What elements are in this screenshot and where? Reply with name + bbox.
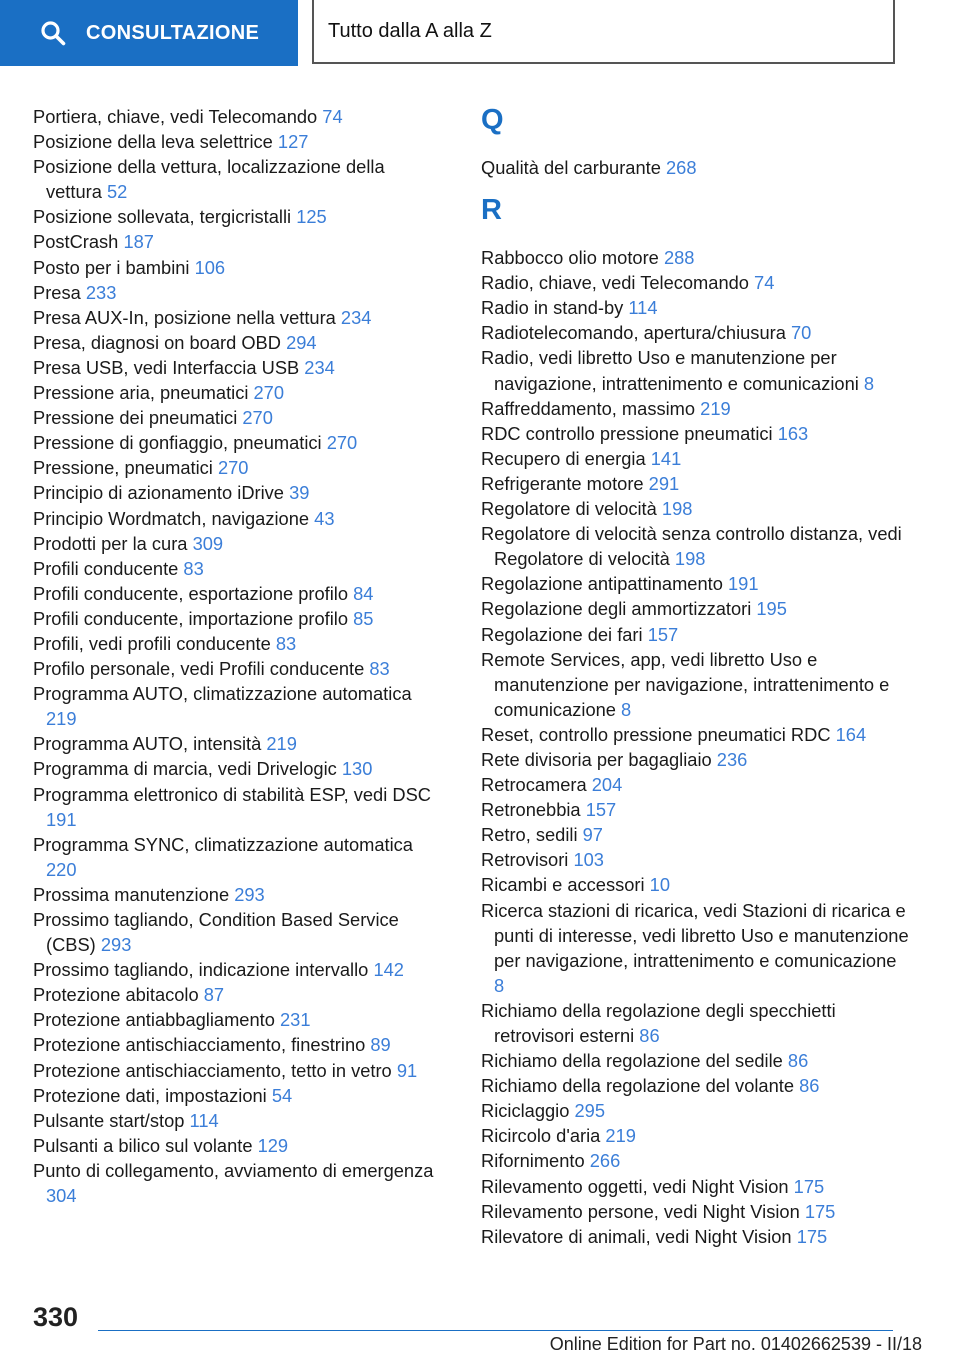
index-entry-page-link[interactable]: 127: [277, 131, 309, 153]
index-entry: [481, 772, 911, 797]
index-entry-text: Programma AUTO, intensità: [33, 733, 262, 755]
index-entry: [33, 204, 443, 229]
index-entry: [33, 506, 443, 531]
index-entry-page-link[interactable]: 114: [628, 297, 658, 319]
index-entry-page-link[interactable]: 103: [573, 849, 604, 871]
index-entry-page-link[interactable]: 10: [649, 874, 671, 896]
index-entry-page-link[interactable]: 130: [341, 758, 373, 780]
index-entry-page-link[interactable]: 157: [585, 799, 617, 821]
index-entry: [33, 1133, 443, 1158]
index-entry-page-link[interactable]: 83: [275, 632, 297, 654]
index-entry-page-link[interactable]: 97: [582, 824, 603, 846]
index-entry-text: Regolazione degli ammortizzatori: [481, 598, 752, 620]
index-entry-page-link[interactable]: 85: [353, 607, 374, 629]
index-entry: [33, 782, 443, 832]
index-entry-page-link[interactable]: 52: [106, 181, 128, 203]
index-entry-page-link[interactable]: 191: [46, 808, 77, 830]
index-entry: [481, 270, 911, 295]
index-entry-page-link[interactable]: 142: [373, 959, 404, 981]
index-entry-text: Rilevamento persone, vedi Night Vision: [481, 1200, 800, 1222]
index-entry-text: Presa, diagnosi on board OBD: [33, 331, 281, 353]
index-entry-page-link[interactable]: 114: [189, 1109, 219, 1131]
index-entry-text: Programma SYNC, climatizzazione automatica: [33, 833, 413, 855]
index-entry: [481, 822, 911, 847]
index-entry: [33, 531, 443, 556]
index-entry: [481, 155, 911, 180]
index-entry: [481, 647, 911, 722]
index-entry-page-link[interactable]: 219: [605, 1125, 636, 1147]
index-entry-text: Profili conducente, importazione profilo: [33, 607, 349, 629]
index-entry-page-link[interactable]: 288: [663, 247, 695, 269]
index-entry: [33, 1083, 443, 1108]
index-entry-text: PostCrash: [33, 231, 119, 253]
index-entry-page-link[interactable]: 268: [665, 157, 697, 178]
edition-note: Online Edition for Part no. 01402662539 - II/18: [549, 1334, 922, 1354]
index-entry-text: Richiamo della regolazione del volante: [481, 1075, 795, 1097]
index-entry: [481, 1199, 911, 1224]
index-entry-text: Posto per i bambini: [33, 256, 190, 278]
index-entry: [33, 681, 443, 731]
index-entry-text: Prossima manutenzione: [33, 883, 230, 905]
page-number: 330: [33, 1302, 79, 1332]
index-entry: [33, 405, 443, 430]
index-entry: [33, 255, 443, 280]
index-entry: [481, 747, 911, 772]
index-entry-page-link[interactable]: 270: [217, 457, 249, 479]
index-entry-text: Posizione della vettura, localizzazione della vettura: [33, 156, 385, 203]
index-entry: [33, 832, 443, 882]
index-entry: [481, 521, 911, 571]
index-entry-text: Pulsante start/stop: [33, 1109, 185, 1131]
index-entry-page-link[interactable]: 270: [326, 432, 358, 454]
index-entry-page-link[interactable]: 175: [793, 1175, 825, 1197]
index-entry-text: Prodotti per la cura: [33, 532, 188, 554]
index-entry-text: Pressione di gonfiaggio, pneumatici: [33, 432, 322, 454]
index-entry-text: Presa AUX-In, posizione nella vettura: [33, 306, 336, 328]
index-entry-text: Principio di azionamento iDrive: [33, 482, 284, 504]
index-entry-text: Presa USB, vedi Interfaccia USB: [33, 356, 300, 378]
index-entry-page-link[interactable]: 204: [591, 774, 623, 796]
index-entry: [481, 471, 911, 496]
index-entry-text: Rete divisoria per bagagliaio: [481, 748, 712, 770]
index-entry: [33, 380, 443, 405]
index-entry-page-link[interactable]: 187: [123, 231, 154, 253]
index-entry-text: Retro, sedili: [481, 824, 578, 846]
index-entry-text: Regolazione antipattinamento: [481, 573, 723, 595]
index-entry: [481, 245, 911, 270]
index-entry-text: Rilevamento oggetti, vedi Night Vision: [481, 1175, 789, 1197]
consultazione-tab-label: CONSULTAZIONE: [86, 21, 260, 44]
index-entry-text: Programma AUTO, climatizzazione automatica: [33, 683, 412, 705]
index-entry-text: Remote Services, app, vedi libretto Uso e manutenzione per navigazione, intrattenimento e comunicazione: [481, 648, 890, 720]
footer-divider: [98, 1330, 893, 1331]
index-entry: [481, 571, 911, 596]
index-entry-text: Pressione, pneumatici: [33, 457, 213, 479]
index-entry-page-link[interactable]: 220: [46, 858, 77, 880]
index-entry-text: Retrovisori: [481, 849, 569, 871]
index-entry: [33, 330, 443, 355]
index-entry: [33, 756, 443, 781]
index-entry: [481, 797, 911, 822]
index-entry: [481, 1123, 911, 1148]
index-entry: [481, 722, 911, 747]
index-entry-page-link[interactable]: 219: [46, 708, 77, 730]
index-entry-page-link[interactable]: 234: [304, 356, 335, 378]
index-entry: [481, 1048, 911, 1073]
index-entry-page-link[interactable]: 231: [279, 1009, 311, 1031]
index-entry-text: Regolatore di velocità: [481, 498, 657, 520]
index-entry-text: Rabbocco olio motore: [481, 247, 659, 269]
index-entry: [33, 355, 443, 380]
index-entry: [481, 596, 911, 621]
index-entry-text: Prossimo tagliando, Condition Based Service (CBS): [33, 909, 399, 956]
index-entry-text: Pressione aria, pneumatici: [33, 382, 249, 404]
index-entry-page-link[interactable]: 74: [322, 106, 343, 127]
index-entry-text: Portiera, chiave, vedi Telecomando: [33, 106, 318, 127]
index-entry: [481, 396, 911, 421]
index-entry-page-link[interactable]: 294: [286, 331, 317, 353]
index-entry-text: Reset, controllo pressione pneumatici RDC: [481, 723, 831, 745]
index-entry-text: Programma elettronico di stabilità ESP, vedi DSC: [33, 783, 431, 805]
index-entry: [481, 446, 911, 471]
index-entry: [33, 982, 443, 1007]
index-entry-page-link[interactable]: 234: [340, 306, 372, 328]
index-entry: [33, 430, 443, 455]
index-entry: [481, 345, 911, 395]
index-entry-text: Rilevatore di animali, vedi Night Vision: [481, 1225, 792, 1247]
index-entry: [33, 882, 443, 907]
index-entry: [33, 631, 443, 656]
index-entry-text: Ricerca stazioni di ricarica, vedi Stazioni di ricarica e punti di interesse, vedi libretto Uso e manutenzione per navigazione, intrattenimento e comunicazione: [481, 899, 909, 971]
index-entry-page-link[interactable]: 219: [266, 733, 297, 755]
index-entry-page-link[interactable]: 309: [192, 532, 224, 554]
index-entry-text: Recupero di energia: [481, 447, 646, 469]
index-entry-text: Profili conducente: [33, 557, 179, 579]
index-entry: [33, 957, 443, 982]
index-entry-page-link[interactable]: 175: [804, 1200, 836, 1222]
index-entry-text: Protezione antischiacciamento, finestrino: [33, 1034, 366, 1056]
index-entry: [481, 998, 911, 1048]
index-entry-text: Principio Wordmatch, navigazione: [33, 507, 310, 529]
index-entry-page-link[interactable]: 295: [574, 1100, 606, 1122]
index-entry-page-link[interactable]: 198: [674, 548, 706, 570]
index-entry: [481, 1098, 911, 1123]
index-entry-text: Profilo personale, vedi Profili conducente: [33, 658, 365, 680]
breadcrumb: [312, 0, 895, 64]
index-entry: [33, 104, 443, 129]
index-entry-text: Raffreddamento, massimo: [481, 397, 696, 419]
index-entry: [481, 1148, 911, 1173]
index-entry: [481, 496, 911, 521]
index-entry-page-link[interactable]: 304: [46, 1185, 77, 1207]
consultazione-tab[interactable]: [0, 0, 298, 66]
index-entry: [33, 606, 443, 631]
page-header: [0, 0, 960, 66]
index-entry-page-link[interactable]: 8: [494, 974, 505, 996]
index-entry-text: Punto di collegamento, avviamento di emergenza: [33, 1159, 434, 1181]
index-entry-page-link[interactable]: 125: [296, 206, 327, 228]
index-entry: [33, 1158, 443, 1208]
index-letter-r: R: [481, 194, 502, 227]
index-entry-page-link[interactable]: 175: [796, 1225, 828, 1247]
index-entry-page-link[interactable]: 91: [396, 1059, 418, 1081]
index-entry-page-link[interactable]: 293: [234, 883, 265, 905]
index-entry-page-link[interactable]: 293: [100, 934, 132, 956]
index-entry: [481, 1073, 911, 1098]
index-entry-page-link[interactable]: 43: [314, 507, 335, 529]
index-entry-text: Richiamo della regolazione del sedile: [481, 1050, 783, 1072]
index-entry-text: Protezione abitacolo: [33, 984, 199, 1006]
index-entry: [33, 455, 443, 480]
index-entry: [33, 480, 443, 505]
index-entry-text: Rifornimento: [481, 1150, 585, 1172]
index-entry: [33, 731, 443, 756]
index-entry-text: RDC controllo pressione pneumatici: [481, 422, 773, 444]
index-entry-page-link[interactable]: 89: [370, 1034, 391, 1056]
index-entry-page-link[interactable]: 163: [777, 422, 809, 444]
index-entry-text: Prossimo tagliando, indicazione intervallo: [33, 959, 369, 981]
search-icon: [40, 20, 66, 46]
index-entry: [33, 129, 443, 154]
index-entry: [481, 1224, 911, 1249]
index-entry-page-link[interactable]: 8: [863, 372, 875, 394]
page-footer: [0, 1290, 960, 1362]
index-entry-page-link[interactable]: 86: [799, 1075, 820, 1097]
index-entry-page-link[interactable]: 84: [353, 582, 374, 604]
index-column-right: [481, 104, 911, 1249]
index-entry-page-link[interactable]: 198: [661, 498, 693, 520]
index-entry: [33, 1058, 443, 1083]
index-group-r: [481, 245, 911, 1249]
index-entry-text: Protezione antiabbagliamento: [33, 1009, 275, 1031]
index-entry-page-link[interactable]: 141: [650, 447, 682, 469]
breadcrumb-label: Tutto dalla A alla Z: [328, 19, 492, 42]
index-entry-page-link[interactable]: 86: [787, 1050, 809, 1072]
index-entry: [33, 907, 443, 957]
index-entry-page-link[interactable]: 70: [790, 322, 812, 344]
index-entry-page-link[interactable]: 39: [289, 482, 310, 504]
index-entry-page-link[interactable]: 106: [194, 256, 226, 278]
index-entry-page-link[interactable]: 83: [183, 557, 204, 579]
index-entry: [481, 1174, 911, 1199]
index-entry-page-link[interactable]: 129: [257, 1134, 289, 1156]
index-entry-text: Retrocamera: [481, 774, 587, 796]
index-entry-text: Pulsanti a bilico sul volante: [33, 1134, 253, 1156]
index-entry-page-link[interactable]: 195: [756, 598, 787, 620]
index-entry: [481, 622, 911, 647]
index-entry-page-link[interactable]: 83: [369, 658, 390, 680]
index-entry-text: Protezione antischiacciamento, tetto in vetro: [33, 1059, 392, 1081]
index-entry-text: Radio in stand-by: [481, 297, 624, 319]
index-entry-page-link[interactable]: 74: [754, 272, 775, 294]
index-entry: [33, 305, 443, 330]
index-entry: [33, 556, 443, 581]
index-entry-page-link[interactable]: 164: [835, 723, 867, 745]
index-entry-page-link[interactable]: 191: [727, 573, 759, 595]
index-entry: [33, 1032, 443, 1057]
index-entry-text: Radio, vedi libretto Uso e manutenzione per navigazione, intrattenimento e comunicazioni: [481, 347, 859, 394]
index-entry-text: Programma di marcia, vedi Drivelogic: [33, 758, 337, 780]
index-entry: [33, 154, 443, 204]
index-entry-text: Richiamo della regolazione degli specchietti retrovisori esterni: [481, 999, 836, 1046]
index-entry-page-link[interactable]: 291: [648, 472, 680, 494]
index-entry-text: Presa: [33, 281, 81, 303]
index-entry: [481, 847, 911, 872]
index-entry-text: Riciclaggio: [481, 1100, 570, 1122]
index-entry-page-link[interactable]: 266: [589, 1150, 621, 1172]
index-group-q: [481, 155, 911, 180]
index-entry-page-link[interactable]: 219: [700, 397, 731, 419]
index-entry: [33, 581, 443, 606]
index-entry-text: Regolazione dei fari: [481, 623, 643, 645]
index-entry-text: Radio, chiave, vedi Telecomando: [481, 272, 749, 294]
index-entry: [481, 295, 911, 320]
index-entry-page-link[interactable]: 233: [85, 281, 117, 303]
index-entry: [33, 1108, 443, 1133]
index-entry: [33, 229, 443, 254]
index-entry: [33, 656, 443, 681]
index-column-left: [33, 104, 443, 1208]
index-entry: [481, 421, 911, 446]
index-entry-text: Ricambi e accessori: [481, 874, 645, 896]
index-entry-page-link[interactable]: 86: [639, 1025, 660, 1046]
index-entry-page-link[interactable]: 270: [253, 382, 285, 404]
index-letter-q: Q: [481, 104, 504, 136]
index-entry-text: Retronebbia: [481, 799, 581, 821]
index-entry: [33, 1007, 443, 1032]
index-entry-text: Posizione della leva selettrice: [33, 131, 273, 153]
index-entry-text: Refrigerante motore: [481, 472, 644, 494]
index-entry: [481, 320, 911, 345]
index-entry-page-link[interactable]: 270: [242, 407, 273, 429]
index-entry-text: Qualità del carburante: [481, 157, 661, 178]
index-entry-text: Profili conducente, esportazione profilo: [33, 582, 349, 604]
index-entry-text: Ricircolo d'aria: [481, 1125, 601, 1147]
index-entry-page-link[interactable]: 157: [647, 623, 679, 645]
index-entry: [481, 898, 911, 998]
index-entry-page-link[interactable]: 54: [271, 1084, 293, 1106]
index-entry-page-link[interactable]: 87: [203, 984, 225, 1006]
index-entry-text: Radiotelecomando, apertura/chiusura: [481, 322, 786, 344]
index-entry-text: Regolatore di velocità senza controllo distanza, vedi Regolatore di velocità: [481, 523, 902, 570]
index-entry-text: Posizione sollevata, tergicristalli: [33, 206, 292, 228]
index-entry-text: Pressione dei pneumatici: [33, 407, 238, 429]
index-entry-text: Protezione dati, impostazioni: [33, 1084, 267, 1106]
index-entry-page-link[interactable]: 8: [621, 698, 632, 720]
index-entry-page-link[interactable]: 236: [716, 748, 748, 770]
index-entry-text: Profili, vedi profili conducente: [33, 632, 271, 654]
index-entry: [33, 280, 443, 305]
index-entry: [481, 872, 911, 897]
